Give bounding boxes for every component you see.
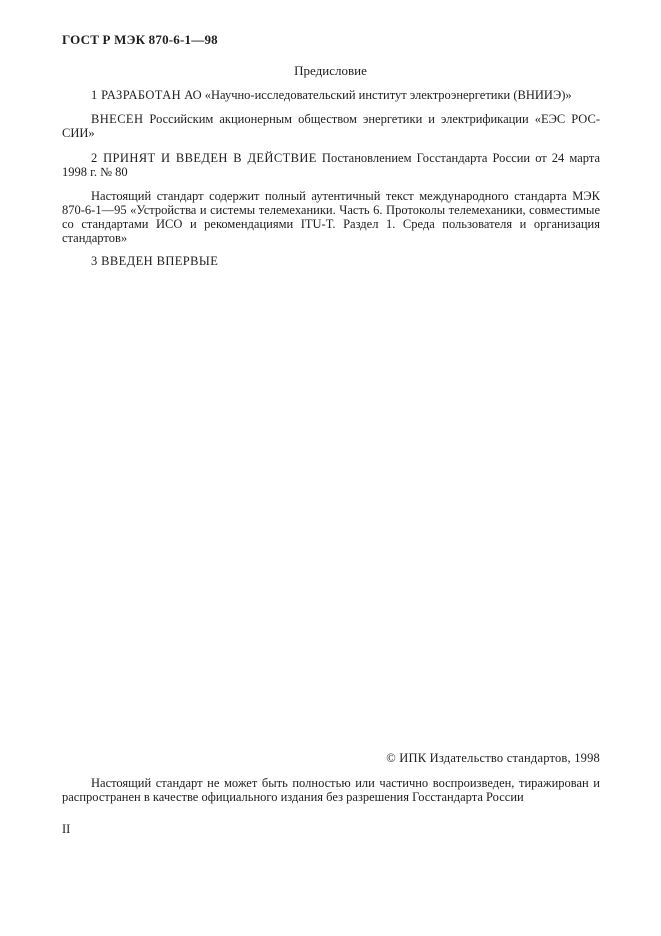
paragraph-lead: 2 ПРИНЯТ И ВВЕДЕН В ДЕЙСТВИЕ [91,151,317,165]
paragraph-text: Российским акционерным обществом энергетики и электрификации «ЕЭС РОС-СИИ» [62,112,600,140]
paragraph-lead: 1 РАЗРАБОТАН [91,88,182,102]
copyright-notice: © ИПК Издательство стандартов, 1998 [386,751,600,765]
document-header: ГОСТ Р МЭК 870-6-1—98 [62,32,218,47]
page-number: II [62,822,71,836]
legal-notice: Настоящий стандарт не может быть полностью или частично воспроизведен, тиражирован и распространен в качестве официального издания без разрешения Госстандарта России [62,776,600,804]
preface-paragraph-adopted [62,151,600,179]
preface-paragraph-developed [62,88,600,102]
preface-paragraph-content: Настоящий стандарт содержит полный аутентичный текст международного стандарта МЭК 870-6-1—95 «Устройства и системы телемеханики. Часть 6. Протоколы телемеханики, совместимые со стандартами ИСО и рекомендациями ITU-T. Раздел 1. Среда пользователя и организация стандартов» [62,189,600,245]
paragraph-lead: ВНЕСЕН [91,112,144,126]
paragraph-text: Постановлением Госстандарта России от 24 марта 1998 г. № 80 [62,151,601,179]
preface-paragraph-first-introduced: 3 ВВЕДЕН ВПЕРВЫЕ [91,254,219,268]
preface-paragraph-introduced [62,112,600,140]
paragraph-text: АО «Научно-исследовательский институт электроэнергетики (ВНИИЭ)» [181,88,572,102]
preface-title: Предисловие [294,63,367,78]
